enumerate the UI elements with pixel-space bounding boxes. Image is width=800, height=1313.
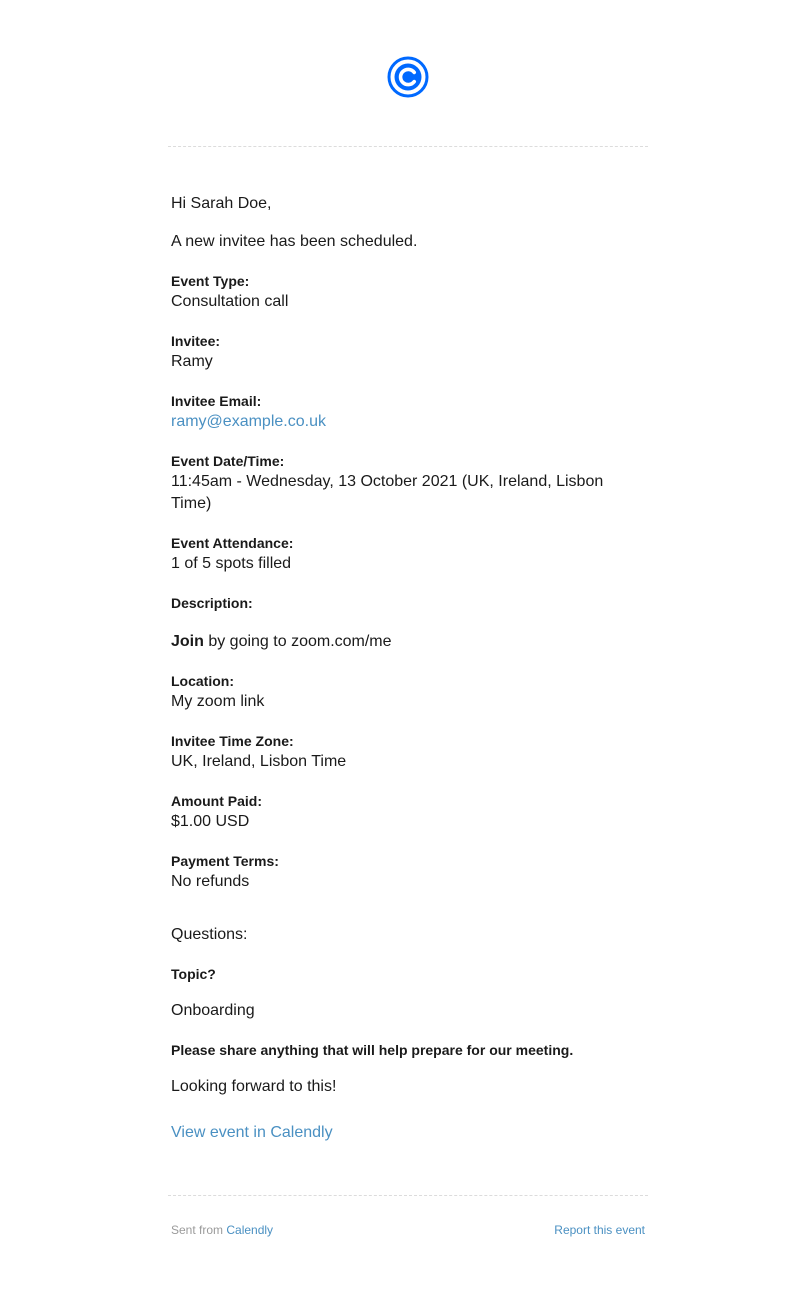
field-value: Consultation call (171, 293, 289, 310)
description-join-bold: Join (171, 633, 204, 650)
field-value: Ramy (171, 353, 213, 370)
view-event-link[interactable]: View event in Calendly (171, 1124, 333, 1141)
calendly-logo-icon (387, 56, 429, 98)
sent-from (171, 1221, 273, 1239)
field-label: Event Type: (171, 273, 250, 289)
field-label: Event Date/Time: (171, 453, 285, 469)
intro-text: A new invitee has been scheduled. (171, 233, 418, 250)
field-label: Amount Paid: (171, 793, 262, 809)
question-answer: Looking forward to this! (171, 1078, 337, 1095)
question-answer: Onboarding (171, 1002, 255, 1019)
field-value: 11:45am - Wednesday, 13 October 2021 (UK, Ireland, Lisbon Time) (171, 473, 604, 512)
field-payment-terms (171, 851, 641, 893)
field-amount-paid (171, 791, 641, 833)
report-event-link[interactable]: Report this event (554, 1223, 645, 1237)
greeting: Hi Sarah Doe, (171, 195, 272, 212)
field-label: Invitee Time Zone: (171, 733, 294, 749)
field-label: Invitee: (171, 333, 221, 349)
field-value: UK, Ireland, Lisbon Time (171, 753, 347, 770)
field-invitee-time-zone (171, 731, 641, 773)
field-label: Location: (171, 673, 234, 689)
question-label: Topic? (171, 966, 216, 982)
email-body (171, 193, 641, 1144)
field-value: No refunds (171, 873, 250, 890)
field-value: My zoom link (171, 693, 265, 710)
description-label: Description: (171, 595, 253, 611)
sent-from-text: Sent from (171, 1223, 227, 1237)
footer (171, 1221, 645, 1239)
field-label: Invitee Email: (171, 393, 262, 409)
field-value: 1 of 5 spots filled (171, 555, 292, 572)
field-label: Payment Terms: (171, 853, 279, 869)
field-value: $1.00 USD (171, 813, 250, 830)
description-text (171, 631, 641, 653)
question-label: Please share anything that will help prepare for our meeting. (171, 1042, 574, 1058)
calendly-logo (0, 56, 800, 98)
field-label: Event Attendance: (171, 535, 294, 551)
field-invitee-email (171, 391, 641, 433)
questions-heading: Questions: (171, 926, 248, 943)
field-location (171, 671, 641, 713)
description-join-rest: by going to zoom.com/me (203, 633, 392, 650)
calendly-link[interactable]: Calendly (226, 1223, 274, 1237)
field-event-type (171, 271, 641, 313)
invitee-email-link[interactable]: ramy@example.co.uk (171, 413, 326, 430)
footer-divider (168, 1195, 648, 1196)
field-invitee (171, 331, 641, 373)
field-event-datetime (171, 451, 641, 515)
header-divider (168, 146, 648, 147)
field-event-attendance (171, 533, 641, 575)
